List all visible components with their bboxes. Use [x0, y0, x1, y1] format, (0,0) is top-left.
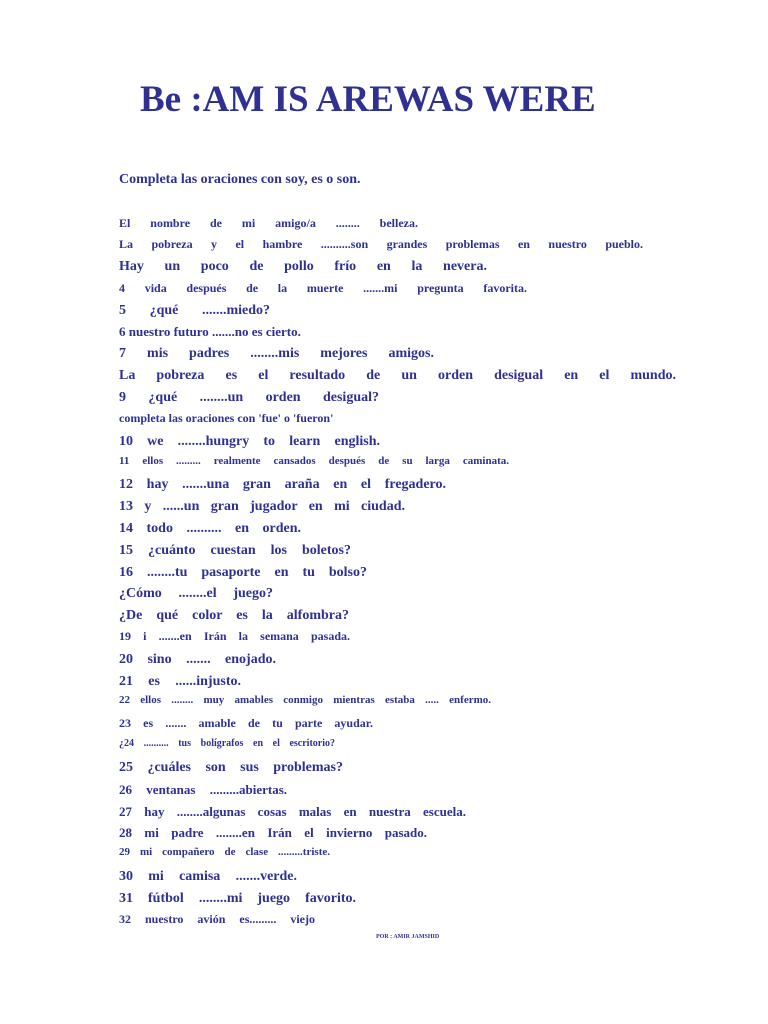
- sentence-line: 9 ¿qué ........un orden desigual?: [119, 390, 379, 405]
- sentence-line: 26 ventanas .........abiertas.: [119, 782, 287, 797]
- sentence-line: 31 fútbol ........mi juego favorito.: [119, 891, 356, 906]
- sentence-line: 4 vida después de la muerte .......mi pregunta favorita.: [119, 281, 527, 295]
- sentence-line: 27 hay ........algunas cosas malas en nuestra escuela.: [119, 804, 466, 819]
- sentence-line: 28 mi padre ........en Irán el invierno pasado.: [119, 825, 427, 840]
- sentence-line: 29 mi compañero de clase .........triste.: [119, 846, 330, 858]
- author-credit: POR : AMIR JAMSHID: [376, 934, 440, 940]
- sentence-line: 25 ¿cuáles son sus problemas?: [119, 760, 343, 775]
- sentence-line: 16 ........tu pasaporte en tu bolso?: [119, 565, 367, 580]
- sentence-line: 7 mis padres ........mis mejores amigos.: [119, 346, 434, 361]
- sentence-line: 13 y ......un gran jugador en mi ciudad.: [119, 499, 405, 514]
- sentence-line: 10 we ........hungry to learn english.: [119, 434, 380, 449]
- sentence-line: El nombre de mi amigo/a ........ belleza.: [119, 216, 418, 230]
- sentence-line: 30 mi camisa .......verde.: [119, 869, 297, 884]
- sentence-line: 22 ellos ........ muy amables conmigo mientras estaba ..... enfermo.: [119, 694, 491, 706]
- sentence-line: 19 i .......en Irán la semana pasada.: [119, 629, 350, 643]
- sentence-line: 15 ¿cuánto cuestan los boletos?: [119, 543, 351, 558]
- sentence-line: 23 es ....... amable de tu parte ayudar.: [119, 716, 373, 730]
- sentence-line: ¿Cómo ........el juego?: [119, 586, 273, 601]
- sentence-line: 6 nuestro futuro .......no es cierto.: [119, 324, 301, 339]
- sentence-line: La pobreza es el resultado de un orden desigual en el mundo.: [119, 368, 676, 383]
- page-title: Be :AM IS AREWAS WERE: [140, 79, 596, 120]
- sentence-line: 12 hay .......una gran araña en el fregadero.: [119, 477, 446, 492]
- sentence-line: ¿24 .......... tus bolígrafos en el escritorio?: [119, 738, 335, 749]
- sentence-line: 14 todo .......... en orden.: [119, 521, 301, 536]
- sentence-line: 11 ellos ......... realmente cansados después de su larga caminata.: [119, 455, 509, 467]
- sentence-line: ¿De qué color es la alfombra?: [119, 608, 349, 623]
- sentence-line: 32 nuestro avión es......... viejo: [119, 912, 315, 926]
- sentence-line: La pobreza y el hambre ..........son grandes problemas en nuestro pueblo.: [119, 237, 643, 251]
- instruction: Completa las oraciones con soy, es o son.: [119, 172, 361, 187]
- sentence-line: 21 es ......injusto.: [119, 674, 241, 689]
- section-instruction: completa las oraciones con 'fue' o 'fueron': [119, 411, 334, 425]
- sentence-line: Hay un poco de pollo frío en la nevera.: [119, 259, 487, 274]
- sentence-line: 5 ¿qué .......miedo?: [119, 303, 270, 318]
- sentence-line: 20 sino ....... enojado.: [119, 652, 276, 667]
